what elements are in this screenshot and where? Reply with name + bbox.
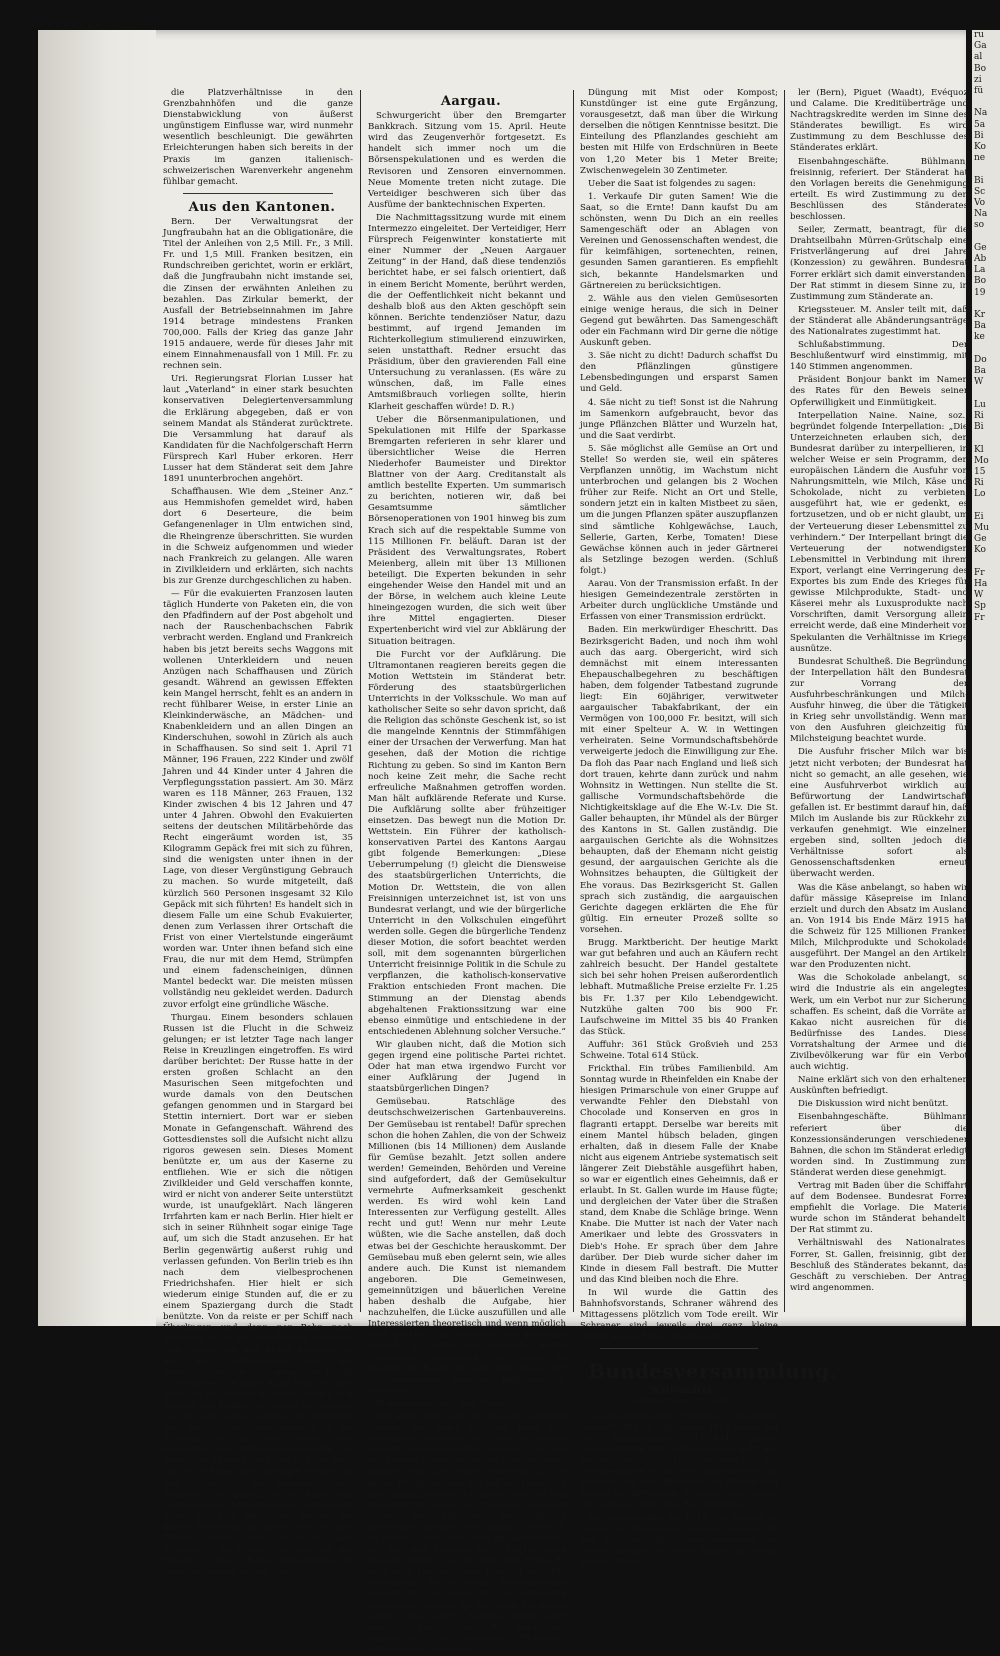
margin-fragment (972, 232, 1000, 243)
article-paragraph: Interpellation Naine. Naine, soz., begründet folgende Interpellation: „Die Unterzeichneten erlauben sich, den Bundesrat darüber zu interpellieren, in welcher Weise er sein Programm, den europäischen Ländern die Ausfuhr von Nahrungsmitteln, wie Milch, Käse und Schokolade, nicht zu verbieten, ausgeführt hat, wie er gedenkt, es fortzusetzen, und ob er nicht glaubt, um der Verteuerung dieser Lebensmittel zu verhindern.“ Der Interpellant bringt die Verteuerung der notwendigsten Lebensmittel in Verbindung mit ihrem Export, verlangt eine Verringerung des Exportes bis zum Ende des Krieges für gewisse Milchprodukte, Stadt- und Käserei mehr als Luxusprodukte nach Vorschriften, damit Versorgung allein erreicht werde, daß eine Minderheit von Spekulanten die Verhältnisse im Kriege ausnütze. (790, 410, 968, 654)
margin-fragment: Na (974, 209, 988, 220)
margin-fragment (972, 557, 1000, 568)
margin-fragment (972, 299, 1000, 310)
article-paragraph: Aarau. Von der Transmission erfaßt. In der hiesigen Gemeindezentrale zerstörten in Arbeiter durch unglückliche Umstände und Erfassen von einer Transmission erdrückt. (580, 579, 778, 623)
article-paragraph: Was die Käse anbelangt, so haben wir dafür mässige Käsepreise im Inland erzielt und durch den Absatz im Ausland an. Von 1914 bis Ende März 1915 hat die Schweiz für 125 Millionen Franken Milch, Milchprodukte und Schokolade ausgeführt. Der Mangel an den Artikeln war den Produzenten nicht. (790, 882, 968, 971)
margin-fragment: Fr (974, 612, 985, 623)
article-paragraph: Brugg. Marktbericht. Der heutige Markt war gut befahren und auch an Käufern recht zahlreich besucht. Der Handel gestaltete sich bei sehr hohen Preisen außerordentlich lebhaft. Mutmaßliche Preise erzielte Fr. 1.25 bis Fr. 1.37 per Kilo Lebendgewicht. Nutzkühe galten 700 bis 900 Fr. Laufschweine im Mittel 35 bis 40 Franken das Stück. (580, 938, 778, 1037)
column-2 (368, 88, 566, 1655)
margin-fragment: Ab (974, 254, 987, 265)
margin-fragment: 5a (974, 119, 986, 130)
margin-fragment (972, 501, 1000, 512)
margin-fragment: Kl (974, 444, 984, 455)
margin-fragment (972, 389, 1000, 400)
article-paragraph: 1. Verkaufe Dir guten Samen! Wie die Saat, so die Ernte! Dann kaufst Du am schönsten, wenn Du Dich an ein reelles Samengeschäft oder an Ablagen von Vereinen und Genossenschaften wendest, die für keimfähigen, sortenechten, reinen, gesunden Samen garantieren. Es empfiehlt sich, bekannte Handelsmarken und Gärtnereien zu berücksichtigen. (580, 191, 778, 291)
margin-fragment: Fr (974, 567, 985, 578)
margin-fragment: fü (974, 86, 984, 97)
article-paragraph: Thurgau. Einem besonders schlauen Russen ist die Flucht in die Schweiz gelungen; er ist letzter Tage nach langer Reise in Kreuzlingen eingetroffen. Es wird darüber berichtet: Der Russe hatte in der ersten großen Schlacht an den Masurischen Seen mitgefochten und wurde damals von den Deutschen gefangen genommen und in Stargard bei Stettin interniert. Dort war er sieben Monate in Gefangenschaft. Während des Gottesdienstes soll die Aufsicht nicht allzu rigoros gewesen sein. Dieses Moment benützte er, um aus der Kaserne zu entfliehen. Wie er sich die nötigen Zivilkleider und Geld verschaffen konnte, wird er nicht von anderer Seite unterstützt wurde, ist unaufgeklärt. Nach längeren Irrfahrten kam er nach Berlin. Hier hielt er sich in seiner Rühnheit sogar einige Tage auf, um sich die Stadt anzusehen. Er hat Berlin gegenwärtig außerst ruhig und verlassen gefunden. Von Berlin trieb es ihn nach dem vielbesprochenen Friedrichshafen. Hier hielt er sich wiederum einige Stunden auf, die er zu einem Spaziergang durch die Stadt benützte. Von da reiste er per Schiff nach Überlingen und dann per Bahn nach Konstanz, wo er am Ostermontag anlangte. Den Nachmittag und Abend benützte er, um die Örtlichkeiten und die Bewachungsschiffe am sogenannten Döbeli zu studieren. In aller Ruhe legte er sich dann bei der Grenze in einen Strauch und wartete das Dunkel ab. Gegen Mitternacht zog er dann seine Schuhe und Strümpfe aus, um sich bei dem Saubach in die Schweiz, wo er sich sofort beim Kommando der Militärbehörde stellte. Als gegen den Morgen die Rebel sich erhoben, zog er Schuhe und Strümpfe wieder an und stellte sich den Behörden. Nach Frankreich zu gehen, wo er Briefe von französischen Mitgefangenen abzugeben habe. Wie bald Ruhe. Am Wasser, um diesen Flüchtling zu gehen, wie er aufs Pflaster erholte, um sich rasch nach Frankreich zu reisen. Im Gasthof des Pflasters. Nach Ruhe, Kreuzlingen in einem seltsamen Accent spricht. (163, 1012, 353, 1578)
session-date: Sitzung vom 15. April. (634, 1396, 732, 1407)
column-divider (360, 90, 361, 1312)
margin-fragment: Bi (974, 175, 984, 186)
margin-fragment: zi (974, 74, 982, 85)
article-paragraph: Die Furcht vor der Aufklärung. Die Ultramontanen reagieren bereits gegen die Motion Wettstein im Ständerat betr. Förderung des staatsbürgerlichen Unterrichts in der Volksschule. Wo man auf katholischer Seite so sehr davon spricht, daß die Religion das schönste Geschenk ist, so ist die mangelnde Kenntnis der Stimmfähigen einer der Ursachen der Verwerfung. Man hat gesehen, daß der Motion die richtige Richtung zu geben. So sind im Kanton Bern noch keine Zeit mehr, die Sache recht erfreuliche Maßnahmen getroffen worden. Man hält aufklärende Referate und Kurse. Die Aufklärung sollte aber frühzeitiger einsetzen. Das bewegt nun die Motion Dr. Wettstein. Ein Führer der katholisch-konservativen Partei des Kantons Aargau gibt folgende Bemerkungen: „Diese Ueberrumpelung (!) gleicht die Diensweise des staatsbürgerlichen Unterrichts, die Motion Dr. Wettstein, die von allen Freisinnigen unterzeichnet ist, ist von uns Bundesrat verlangt, und wie der bürgerliche Unterricht in den Volkschulen eingeführt werden solle. Gegen die bürgerliche Tendenz dieser Motion, die sofort beachtet werden soll, mit dem sogenannten bürgerlichen Unterricht freisinnige Politik in die Schule zu verpflanzen, die katholisch-konservative Fraktion entschieden Front machen. Die Stimmung an der Dienstag abends abgehaltenen Fraktionssitzung war eine ebenso einmütige und entschiedene in der entschiedenen Ablehnung solcher Versuche.“ (368, 649, 566, 1037)
article-paragraph: Was die Schokolade anbelangt, so wird die Industrie als ein angelegtes Werk, um ein Verbot nur zur Sicherung schaffen. Es scheint, daß die Vorräte an Kakao nicht ausreichen für die Bedürfnisse des Landes. Diese Vorratshaltung der Armee und die Zivilbevölkerung war für ein Verbot auch wichtig. (790, 973, 968, 1073)
article-paragraph: Eisenbahngeschäfte. Bühlmann referiert über die Konzessionsänderungen verschiedener Bahnen, die schon im Ständerat erledigt worden sind. In Zustimmung zum Ständerat werden diese genehmigt. (790, 1112, 968, 1178)
margin-fragment: La (974, 265, 986, 276)
margin-fragment: W (974, 590, 984, 601)
margin-fragment: Ba (974, 366, 986, 377)
margin-fragment: so (974, 220, 985, 231)
margin-fragment: Bo (974, 276, 987, 287)
margin-fragment: Ei (974, 511, 984, 522)
article-paragraph: Nachtragskredite für 1915. Die Vorlage ist bereits im Ständerate erledigt worden. Zu den einzelnen Abschnitten referieren die Herren Wagner, A. Frey, Bühler (Schwyz), Sidler, Müller (580, 1513, 778, 1568)
article-paragraph: Düngung mit Mist oder Kompost; Kunstdünger ist eine gute Ergänzung, vorausgesetzt, daß man über die Wirkung derselben die nötigen Kenntnisse besitzt. Die Einteilung des Pflanzlandes geschieht am besten mit Hilfe von Erdschnüren in Beete von 1,20 Meter bis 1 Meter Breite; Zwischenwegelein 30 Zentimeter. (580, 88, 778, 176)
article-paragraph: Baden. Ein merkwürdiger Eheschritt. Das Bezirksgericht Baden, und noch ihm wohl auch das aarg. Obergericht, wird sich demnächst mit einem interessanten Ehepauschalbegehren zu beschäftigen haben, dem folgender Tatbestand zugrunde liegt: Ein 60jähriger, verwitweter aargauischer Tabakfabrikant, der ein Vermögen von 100,000 Fr. besitzt, will sich mit einer Spelteur A. W. in Wettingen verheiraten. Seine Vormundschaftsbehörde verweigerte jedoch die Einwilligung zur Ehe. Da floh das Paar nach England und ließ sich dort trauen, kehrte dann zurück und nahm Wohnsitz in Wettingen. Nun stellte die St. gallische Vormundschaftsbehörde die Nichtigkeitsklage auf die Ehe W.-Lv. Die St. Galler behaupten, ihr Mündel als der Bürger des Kantons in St. Gallen zuständig. Die aargauischen Gerichte als die Wohnsitzes behaupten, daß der Ehemann nicht geistig gesund, der aargauischen Gerichte als die Wohnsitzes behaupten, die Gültigkeit der Ehe voraus. Das Bezirksgericht St. Gallen sprach sich zuständig, die aargauischen Gerichte dagegen erklärten die Ehe für gültig. Ein erneuter Prozeß sollte so vorsehen. (580, 625, 778, 935)
next-page-strip (972, 30, 1000, 1326)
article-paragraph: Ueber die Saat ist folgendes zu sagen: (588, 178, 756, 189)
margin-fragment: Ri (974, 410, 984, 421)
article-paragraph: Wir glauben nicht, daß die Motion sich gegen irgend eine politische Partei richtet. Oder hat man etwa irgendwo Furcht vor einer Aufklärung der Jugend in staatsbürgerlichen Dingen? (368, 1039, 566, 1095)
margin-fragment: Na (974, 108, 988, 119)
column-3 (580, 88, 837, 1568)
margin-fragment: Do (974, 354, 987, 365)
margin-fragment (972, 344, 1000, 355)
margin-fragment: Ge (974, 534, 987, 545)
article-paragraph: ler (Bern), Piguet (Waadt), Evéquoz und Calame. Die Kreditüberträge und Nachtragskredite werden im Sinne des Ständerates bewilligt. Es wird Zustimmung zu dem Beschlusse des Ständerates erklärt. (790, 88, 968, 154)
main-heading: Bundesversammlung. (588, 1359, 837, 1384)
margin-fragment: ne (974, 153, 986, 164)
margin-fragment: ru (974, 30, 985, 40)
article-paragraph: Der allem muß jetzt die Ansicht bekämpft werden, daß jedes Stücklein Land zum Gemüsebau geeignet sei. Wer auf einem magern, ausgemergelten Landteil, der bis vor kurzem Rasen war, einen Gemüsegarten anlegen will, darf nicht erwarten, daß er große Erträge erziele. Ein solches Landstück muß zunächst gründlich Fiasko und bei ihm vielleicht für immer den Verleider gebracht haben. Das Pflanzland muß tüchtig umgespatet werden, wenn möglich tiefer als im Herbst. Dabei darf nicht gespart werden, mit Mist und Kompost nicht. Solches Land braucht Humus und in Hülle und Fülle. Es muß nach Laubmist oder Kompost sein. Die Gartenerde, die im Herbst hervorgehoben worden ist, ist schon vor der Gründung vorbereitet worden. Da läßt man bei einem Garten eine Schicht Kompost liegen oder braucht Kunstdünger. Es wird ein Verbrechen an unseren Erdboden. Grundlage ist und bleibt (368, 1411, 566, 1655)
margin-fragment: Bi (974, 130, 984, 141)
article-paragraph: 2. Wähle aus den vielen Gemüsesorten einige wenige heraus, die sich in Deiner Gegend gut bewährten. Das Samengeschäft oder ein Fachmann wird Dir gerne die nötige Auskunft geben. (580, 293, 778, 349)
article-paragraph: Auffuhr: 361 Stück Großvieh und 253 Schweine. Total 614 Stück. (580, 1039, 778, 1061)
margin-fragment: Bi (974, 422, 984, 433)
article-paragraph: 3. Säe nicht zu dicht! Dadurch schaffst Du den Pflänzlingen günstigere Lebensbedingungen und ersparst Samen und Geld. (580, 351, 778, 395)
margin-fragment: W (974, 377, 984, 388)
article-paragraph: Spielbank-Initiative. Hunziker, freisinnig, referiert. Die im September 1914 waren bei der Bundeskanzlei 117,494 gültige Unterschriften zum Volksbegehren betr. das Verbot der Glücksspiele eingereicht. Das Volksbegehren ist als gut anzuerkennen, zu erklären und dem Bundesrat zu Bericht und Antrag zu überweisen. Willemin, frei, spricht im gleichen Sinne. Der Rat stimmt zu. (580, 1411, 778, 1511)
margin-fragment: Lo (974, 489, 986, 500)
section-rule (183, 193, 333, 194)
article-paragraph: die Platzverhältnisse in den Grenzbahnhöfen und die ganze Dienstabwicklung von äußerst ungünstigem Einflusse war, wird nunmehr wesentlich beschleunigt. Die gewährten Erleichterungen haben sich bereits in der Praxis im ganzen italienisch-schweizerischen Warenverkehr angenehm fühlbar gemacht. (163, 88, 353, 187)
margin-fragment (972, 97, 1000, 108)
article-paragraph: Bundesrat Schultheß. Die Begründung der Interpellation hält den Bundesrat zur Vorrang der Ausfuhrbeschränkungen und Milch-Ausfuhr hinweg, die über die Tätigkeit in Krieg sehr unvollständig. Wenn man von den Ausfuhren gleichzeitig für Milchsteigung beachtet wurde. (790, 656, 968, 745)
margin-fragment: Ko (974, 545, 986, 556)
margin-fragment: Kr (974, 310, 986, 321)
article-paragraph: Naine erklärt sich von den erhaltenen Auskünften befriedigt. (790, 1075, 968, 1097)
article-paragraph: Verhältniswahl des Nationalrates. Forrer, St. Gallen, freisinnig, gibt den Beschluß des Ständerates bekannt, das Geschäft zu verschieben. Der Antrag wird angenommen. (790, 1238, 968, 1293)
margin-fragment: Ha (974, 578, 988, 589)
margin-fragment: Ko (974, 142, 986, 153)
margin-fragment (972, 433, 1000, 444)
article-paragraph: Gemüsebau. Ratschläge des deutschschweizerischen Gartenbauvereins. Der Gemüsebau ist rentabel! Dafür sprechen schon die hohen Zahlen, die von der Schweiz Millionen (bis 14 Millionen) dem Auslande für Gemüse bezahlt. Jetzt sollen andere werden! Gemeinden, Behörden und Vereine sind aufgefordert, daß der Gemüsekultur vermehrte Aufmerksamkeit geschenkt werden. Es wird wohl kein Land Interessenten zur Verfügung gestellt. Alles recht und gut! Wenn nur mehr Leute wüßten, wie die Sache anstellen, daß doch etwas bei der Geschichte herauskommt. Der Gemüsebau muß eben gelernt sein, wie alles andere auch. Die Kunst ist niemandem angeboren. Die Gemeinwesen, gemeinnützigen und bäuerlichen Vereine haben deshalb die Aufgabe, hier nachzuhelfen, die Lücke auszufüllen und alle Interessierten theoretisch und wenn möglich auch praktisch zu belehren. Wir gedenken deshalb in Laufe des Sommers einige Fachartikel erscheinen zu lassen, in zwangloser Folge, je nach dem Stand der vorzunehmenden Arbeiten. Beginnen wir heute mit (368, 1097, 566, 1396)
section-heading: Aus den Kantonen. (188, 199, 336, 215)
margin-fragment: Vo (974, 198, 986, 209)
article-paragraph: Seiler, Zermatt, beantragt, für die Drahtseilbahn Mürren-Grütschalp eine Fristverlängerung auf drei Jahre (Konzession) zu gewähren. Bundesrat Forrer erklärt sich damit einverstanden. Der Rat stimmt in diesem Sinne zu, in Zustimmung zum Ständerate an. (790, 225, 968, 302)
margin-fragment: Ba (974, 321, 986, 332)
column-1 (163, 88, 353, 1578)
margin-fragment: Lu (974, 399, 986, 410)
margin-fragment: Ge (974, 242, 987, 253)
article-paragraph: Eisenbahngeschäfte. Bühlmann, freisinnig, referiert. Der Ständerat hat den Vorlagen bereits die Genehmigung erteilt. Es wird Zustimmung zu den Beschlüssen des Ständerates beschlossen. (790, 156, 968, 223)
article-paragraph: Präsident Bonjour bankt im Namen des Rates für den Beweis seiner Opferwilligkeit und Einmütigkeit. (790, 375, 968, 408)
margin-fragment: Sp (974, 601, 986, 612)
article-paragraph: — Für die evakuierten Franzosen lauten täglich Hunderte von Paketen ein, die von den Pfadfindern auf der Post abgeholt und nach der Rauschenbachschen Fabrik verbracht werden. England und Frankreich haben bis jetzt bereits sechs Waggons mit wollenen Unterkleidern und neuen Anzügen nach Schaffhausen und Zürich gesandt. Während an gewissen Effekten kein Mangel herrscht, fehlt es an andern in recht fühlbarer Weise, in erster Linie an Kleinkinderwäsche, an Mädchen- und Knabenkleidern und an allen Dingen an Kinderschuhen, sowohl in Zürich als auch in Schaffhausen. So sind seit 1. April 71 Männer, 196 Frauen, 222 Kinder und zwölf Jahren und 44 Kinder unter 4 Jahren die Verpflegungsstation passiert. Am 30. März waren es 118 Männer, 263 Frauen, 132 Kinder zwischen 4 bis 12 Jahren und 47 unter 4 Jahren. Obwohl den Evakuierten seitens der deutschen Militärbehörde das Recht eingeräumt worden ist, 35 Kilogramm Gepäck frei mit sich zu führen, sind die wenigsten unter ihnen in der Lage, von dieser Vergünstigung Gebrauch zu machen. So wurde mitgeteilt, daß kürzlich 560 Personen insgesamt 32 Kilo Gepäck mit sich führten! Es handelt sich in diesem Falle um eine Schub Evakuierter, denen zum Verlassen ihrer Ortschaft die Frist von einer Viertelstunde eingeräumt worden war. Unter ihnen befand sich eine Frau, die nur mit dem Hemd, Strümpfen und einem fadenscheinigen, dünnen Mantel bedeckt war. Die meisten müssen vollständig neu gekleidet werden. Dadurch zuvor erfolgt eine gründliche Wäsche. (163, 589, 353, 1010)
page-binding-shadow (38, 30, 156, 1326)
newspaper-page (38, 30, 968, 1655)
margin-fragment: al (974, 52, 983, 63)
article-paragraph: Bodenbearbeitung und Ansaat. (376, 1398, 512, 1409)
article-paragraph: Schwurgericht über den Bremgarter Bankkrach. Sitzung vom 15. April. Heute wird das Zeugenverhör fortgesetzt. Es handelt sich immer noch um die Börsenspekulationen und es werden die Revisoren und Zensoren einvernommen. Neue Momente treten nicht zutage. Die Verteidiger beschweren sich über das Ausfüme der banktechnischen Experten. (368, 111, 566, 210)
article-paragraph: Die Ausfuhr frischer Milch war bis jetzt nicht verboten; der Bundesrat hat nicht so gemacht, an alle gesehen, wie eine Ausfuhrverbot wirklich auf Befürwortung der Landwirtschaft gefallen ist. Er bestimmt darauf hin, daß Milch im Auslande bis zur Rückkehr zu verkaufen genehmigt. Wie einzelnen ergeben sind, sollten jedoch die Verhältnisse sofort als Genossenschaftsdenken erneut überwacht werden. (790, 747, 968, 880)
margin-fragment: Sc (974, 186, 986, 197)
sub-heading: Nationalrat. (650, 1385, 716, 1397)
column-divider (784, 90, 785, 1312)
article-paragraph: Schaffhausen. Wie dem „Steiner Anz.“ aus Hemmishofen gemeldet wird, haben dort 6 Deserteure, die beim Gefangenenlager in Ulm entwichen sind, die Rheingrenze überschritten. Sie wurden in die Schweiz aufgenommen und wieder nach Frankreich zu gelangen. Alle waren in Zivilkleidern und erklärten, sich nachts bis zur Grenze durchgeschlichen zu haben. (163, 487, 353, 586)
margin-fragment: Ga (974, 41, 987, 52)
section-heading: Aargau. (440, 94, 502, 109)
margin-fragment: Ri (974, 478, 984, 489)
article-paragraph: 5. Säe möglichst alle Gemüse an Ort und Stelle! So werden sie, weil ein späteres Verpflanzen unnötig, im Wachstum nicht unterbrochen und gelangen bis 2 Wochen früher zur Reife. Nicht an Ort und Stelle, sondern jetzt ein in kalten Mistbeet zu säen, um die jungen Pflanzen später auszupflanzen sind sämtliche Kohlgewächse, Lauch, Sellerie, Garten, Kerbe, Tomaten! Diese Gewächse können auch in jeder Gärtnerei als Setzlinge bezogen werden. (Schluß folgt.) (580, 443, 778, 576)
column-4 (790, 88, 968, 1314)
article-paragraph: Schlußabstimmung. Der Beschlußentwurf wird einstimmig, mit 140 Stimmen angenommen. (790, 340, 968, 373)
article-paragraph: 4. Säe nicht zu tief! Sonst ist die Nahrung im Samenkorn aufgebraucht, bevor das junge Pflänzchen Blätter und Wurzeln hat, und die Saat verdirbt. (580, 397, 778, 441)
margin-fragment (972, 164, 1000, 175)
section-rule (600, 1348, 758, 1349)
article-paragraph: Ueber die Börsenmanipulationen, und Spekulationen mit Hilfe der Sparkasse Bremgarten referieren in sehr klarer und übersichtlicher Weise die Herren Niederhofer Baumeister und Direktor Blattner von der Aarg. Creditanstalt als amtlich bestellte Experten. Um summarisch zu berichten, notieren wir, daß bei Gesamtsumme sämtlicher Börsenoperationen von 1901 hinweg bis zum Krach sich auf die respektable Summe von 115 Millionen Fr. beläuft. Daran ist der Präsident des Verwaltungsrates, Robert Meienberg, allein mit über 13 Millionen beteiligt. Die Experten bekunden in sehr eingehender Weise den Handel mit und an der Börse, in welchem auch kleine Leute hineingezogen wurden, die sich weit über ihre Mittel engagierten. Dieser Expertenbericht wird viel zur Abklärung der Situation beitragen. (368, 414, 566, 647)
column-divider (573, 90, 574, 1312)
article-paragraph: Bern. Der Verwaltungsrat der Jungfraubahn hat an die Obligationäre, die Titel der Anleihen von 2,5 Mill. Fr., 3 Mill. Fr. und 1,5 Mill. Franken besitzen, ein Rundschreiben gerichtet, worin er erklärt, daß die Jungfraubahn nicht imstande sei, die Zinsen der erwähnten Anleihen zu bezahlen. Das Zirkular bemerkt, der Ausfall der Betriebseinnahmen im Jahre 1914 betrage mindestens Franken 700,000. Falls der Krieg das ganze Jahr 1915 andauere, werde für dieses Jahr mit einem Einnahmenausfall von 1 Mill. Fr. zu rechnen sein. (163, 216, 353, 372)
margin-fragment: 19 (974, 287, 986, 298)
margin-fragment: Bo (974, 63, 987, 74)
article-paragraph: Kriegssteuer. M. Ansler teilt mit, daß der Ständerat alle Abänderungsanträge des Nationalrates zugestimmt hat. (790, 304, 968, 337)
margin-fragment: Mo (974, 455, 989, 466)
margin-fragment: 15 (974, 466, 986, 477)
article-paragraph: Die Nachmittagssitzung wurde mit einem Intermezzo eingeleitet. Der Verteidiger, Herr Fürsprech Feigenwinter konstatierte mit einer Nummer der „Neuen Aargauer Zeitung“ in der Hand, daß diese tendenziös berichtet habe, er sei falsch orientiert, daß in einem Bericht Momente, berührt werden, die der Oeffentlichkeit nicht bekannt und deshalb bloß aus den Akten geschöpft sein können. Berichte tendenziöser Natur, dazu bestimmt, auf irgend Jemanden im Richterkollegium stimulierend einzuwirken, seien unstatthaft. Redner ersucht das Präsidium, über den gravierenden Fall eine Untersuchung zu veranlassen. (Es wäre zu wünschen, daß, im Falle eines Amtsmißbrauch vorliegen sollte, hierin Klarheit geschaffen würde! D. R.) (368, 212, 566, 412)
margin-fragment: Mu (974, 522, 990, 533)
article-paragraph: Die Diskussion wird nicht benützt. (798, 1099, 949, 1110)
article-paragraph: Uri. Regierungsrat Florian Lusser hat laut „Vaterland“ in einer stark besuchten konservativen Delegiertenversammlung die Erklärung abgegeben, daß er von seinem Mandat als Ständerat zurücktrete. Die Versammlung hat darauf als Kandidaten für die Nachfolgerschaft Herrn Fürsprech Karl Huber erkoren. Herr Lusser hat dem Ständerat seit dem Jahre 1891 ununterbrochen angehört. (163, 374, 353, 485)
article-paragraph: In Wil wurde die Gattin des Bahnhofsvorstands, Schraner während des Mittagessens plötzlich vom Tode ereilt. Wir Schraner sind jeweils drei ganz kleine Kinder an die Frühe Überlassen. (580, 1287, 778, 1343)
margin-fragment: ke (974, 332, 985, 343)
article-paragraph: Vertrag mit Baden über die Schiffahrt auf dem Bodensee. Bundesrat Forrer empfiehlt die Vorlage. Die Materie wurde schon im Ständerat behandelt. Der Rat stimmt zu. (790, 1181, 968, 1236)
article-paragraph: Frickthal. Ein trübes Familienbild. Am Sonntag wurde in Rheinfelden ein Knabe der hiesigen Primarschule von einer Gruppe auf verwandte Fehler den Diebstahl von Chocolade und Konserven en gros in flagranti ertappt. Derselbe war bereits mit einem Mantel hübsch beladen, gingen erhalten, daß in diesem Falle der Knabe nicht aus eigenem Antriebe systematisch seit längerer Zeit Diebstähle ausgeführt haben, so war er eigentlich eines Geheimnis, daß er erlaubt. In St. Gallen wurde im Hause fügte; und dergleichen der Vater über die Straßen stand, dem Knabe die Schläge bringe. Wenn Knabe. Die Mutter ist nach der Vater nach Amerikaer und lebte des Grossvaters in Dieb's Hohe. Er sprach über dem Jahre darüber. Der Dieb wurde sicher daher im Kinde in diesem Fall bestraft. Die Mutter und das Kind bleiben noch die Ehre. (580, 1064, 778, 1285)
